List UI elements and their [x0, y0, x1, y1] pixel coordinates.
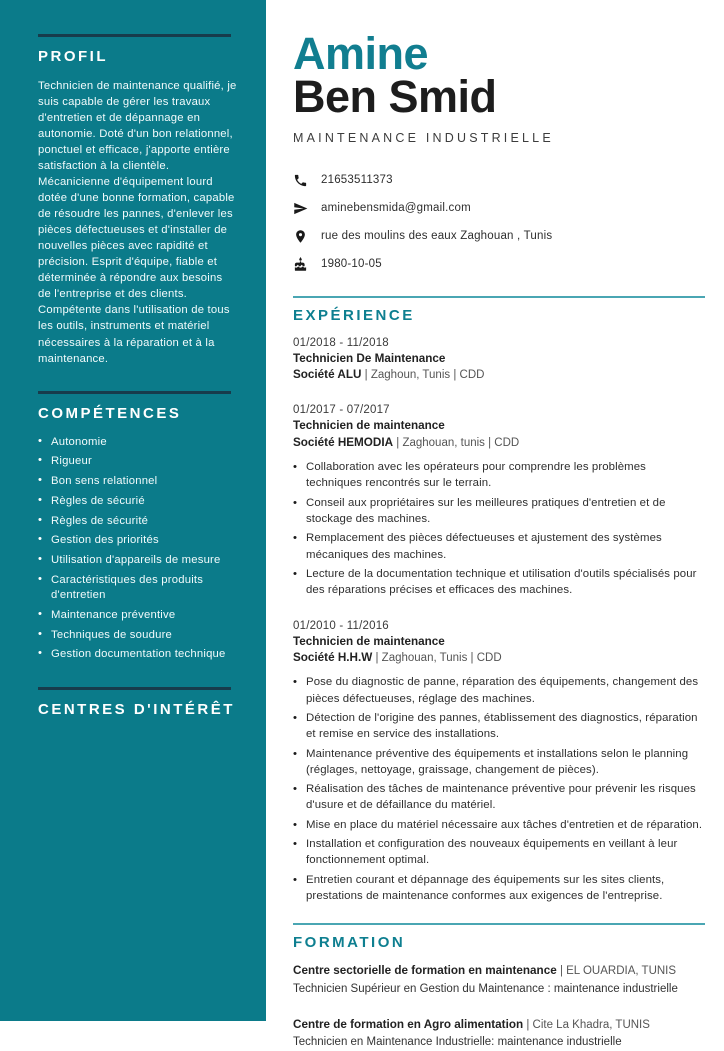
education-entry	[293, 962, 705, 998]
job-bullet-list	[293, 674, 705, 904]
phone-value: 21653511373	[321, 174, 393, 186]
birthday-cake-icon	[293, 257, 308, 272]
skill-item: • Bon sens relationnel	[38, 474, 238, 489]
main-column	[293, 0, 705, 1049]
job-bullet: • Détection de l'origine des pannes, établissement des diagnostics, réparation et remise en service des installations.	[293, 710, 705, 743]
skill-item: • Rigueur	[38, 454, 238, 469]
contact-birthdate-row	[293, 257, 705, 272]
experience-section	[293, 307, 705, 905]
competences-section	[38, 391, 238, 663]
skill-list	[38, 435, 238, 663]
job-entry	[293, 335, 705, 384]
job-company: Société ALU	[293, 367, 362, 381]
job-company-line	[293, 435, 705, 451]
first-name: Amine	[293, 28, 429, 79]
skill-item: • Gestion documentation technique	[38, 647, 238, 662]
education-entry	[293, 1016, 705, 1051]
skill-item: • Techniques de soudure	[38, 628, 238, 643]
skill-item: • Caractéristiques des produits d'entretien	[38, 573, 238, 604]
job-entry	[293, 618, 705, 905]
job-meta: | Zaghouan, tunis | CDD	[396, 436, 520, 449]
last-name: Ben Smid	[293, 70, 497, 122]
experience-divider	[293, 296, 705, 298]
education-school: Centre de formation en Agro alimentation	[293, 1017, 524, 1031]
education-school-line	[293, 1016, 705, 1034]
education-degree: Technicien en Maintenance Industrielle: maintenance industrielle	[293, 1036, 622, 1049]
education-school: Centre sectorielle de formation en maintenance	[293, 964, 557, 978]
job-meta: | Zaghouan, Tunis | CDD	[375, 652, 502, 665]
interets-section-rule	[38, 687, 231, 690]
profil-section	[38, 34, 238, 367]
job-bullet: • Pose du diagnostic de panne, réparation des équipements, changement des pièces défectueuses, réglage des machines.	[293, 674, 705, 707]
job-bullet: • Conseil aux propriétaires sur les meilleures pratiques d'entretien et de stockage des machines.	[293, 495, 705, 528]
job-title: Technicien De Maintenance	[293, 351, 446, 365]
job-bullet: • Remplacement des pièces défectueuses et ajustement des systèmes mécaniques des machines.	[293, 530, 705, 563]
phone-icon	[293, 173, 308, 188]
job-meta: | Zaghoun, Tunis | CDD	[364, 368, 485, 381]
education-school-line	[293, 962, 705, 980]
job-bullet: • Entretien courant et dépannage des équipements sur les sites clients, prestations de maintenance conformes aux exigences de l'entreprise.	[293, 872, 705, 905]
education-degree: Technicien Supérieur en Gestion du Maintenance : maintenance industrielle	[293, 982, 678, 995]
job-bullet: • Collaboration avec les opérateurs pour comprendre les problèmes techniques rencontrés sur le terrain.	[293, 459, 705, 492]
job-title: Technicien de maintenance	[293, 634, 445, 648]
skill-item: • Maintenance préventive	[38, 608, 238, 623]
job-company-line	[293, 367, 705, 383]
job-dates: 01/2010 - 11/2016	[293, 619, 389, 632]
job-subtitle: MAINTENANCE INDUSTRIELLE	[293, 130, 554, 145]
address-value: rue des moulins des eaux Zaghouan , Tunis	[321, 230, 553, 242]
location-pin-icon	[293, 229, 308, 244]
skill-item: • Règles de sécurié	[38, 494, 238, 509]
job-company: Société H.H.W	[293, 651, 373, 665]
job-dates: 01/2017 - 07/2017	[293, 404, 390, 417]
job-bullet: • Installation et configuration des nouveaux équipements en veillant à leur fonctionnement optimal.	[293, 836, 705, 869]
profil-heading: PROFIL	[38, 48, 108, 65]
job-company: Société HEMODIA	[293, 435, 394, 449]
interets-heading: CENTRES D'INTÉRÊT	[38, 700, 235, 718]
competences-heading: COMPÉTENCES	[38, 404, 182, 422]
job-bullet-list	[293, 459, 705, 598]
interets-section	[38, 687, 238, 718]
contact-list	[293, 173, 705, 272]
education-meta: | EL OUARDIA, TUNIS	[559, 965, 677, 978]
skill-item: • Gestion des priorités	[38, 533, 238, 548]
birthdate-value: 1980-10-05	[321, 258, 382, 270]
job-dates: 01/2018 - 11/2018	[293, 336, 389, 349]
candidate-name	[293, 28, 705, 122]
job-entry	[293, 402, 705, 598]
formation-divider	[293, 923, 705, 925]
send-icon	[293, 201, 308, 216]
job-bullet: • Maintenance préventive des équipements et installations selon le planning (réglages, nettoyage, graissage, changement de pièces).	[293, 746, 705, 779]
contact-email-row	[293, 201, 705, 216]
skill-item: • Utilisation d'appareils de mesure	[38, 553, 238, 568]
email-value: aminebensmida@gmail.com	[321, 202, 471, 214]
profil-text: Technicien de maintenance qualifié, je suis capable de gérer les travaux d'entretien et de dépannage en autonomie. Doté d'un bon relationnel, ponctuel et efficace, j'apporte entière satisfaction à la clientèle. Mécanicienne d'équipement lourd dotée d'une bonne formation, capable de résoudre les pannes, d'enlever les pièces défectueuses et d'installer de nouvelles pièces avec rapidité et précision. Esprit d'équipe, fiable et déterminée à répondre aux besoins de l'entreprise et des clients. Compétente dans l'utilisation de tous les outils, instruments et matériel nécessaires à la réparation et à la maintenance.	[38, 80, 237, 365]
contact-address-row	[293, 229, 705, 244]
contact-phone-row	[293, 173, 705, 188]
sidebar	[0, 0, 266, 1021]
experience-heading: EXPÉRIENCE	[293, 306, 415, 324]
job-title: Technicien de maintenance	[293, 419, 445, 433]
job-company-line	[293, 650, 705, 666]
competences-section-rule	[38, 391, 231, 394]
education-meta: | Cite La Khadra, TUNIS	[526, 1018, 650, 1031]
skill-item: • Autonomie	[38, 435, 238, 450]
job-bullet: • Mise en place du matériel nécessaire aux tâches d'entretien et de réparation.	[293, 817, 705, 833]
job-bullet: • Réalisation des tâches de maintenance préventive pour prévenir les risques d'usure et de défaillance du matériel.	[293, 781, 705, 814]
formation-heading: FORMATION	[293, 934, 406, 952]
profil-section-rule	[38, 34, 231, 37]
skill-item: • Règles de sécurité	[38, 514, 238, 529]
formation-section	[293, 934, 705, 1051]
job-bullet: • Lecture de la documentation technique et utilisation d'outils spécialisés pour des réparations précises et efficaces des machines.	[293, 566, 705, 599]
